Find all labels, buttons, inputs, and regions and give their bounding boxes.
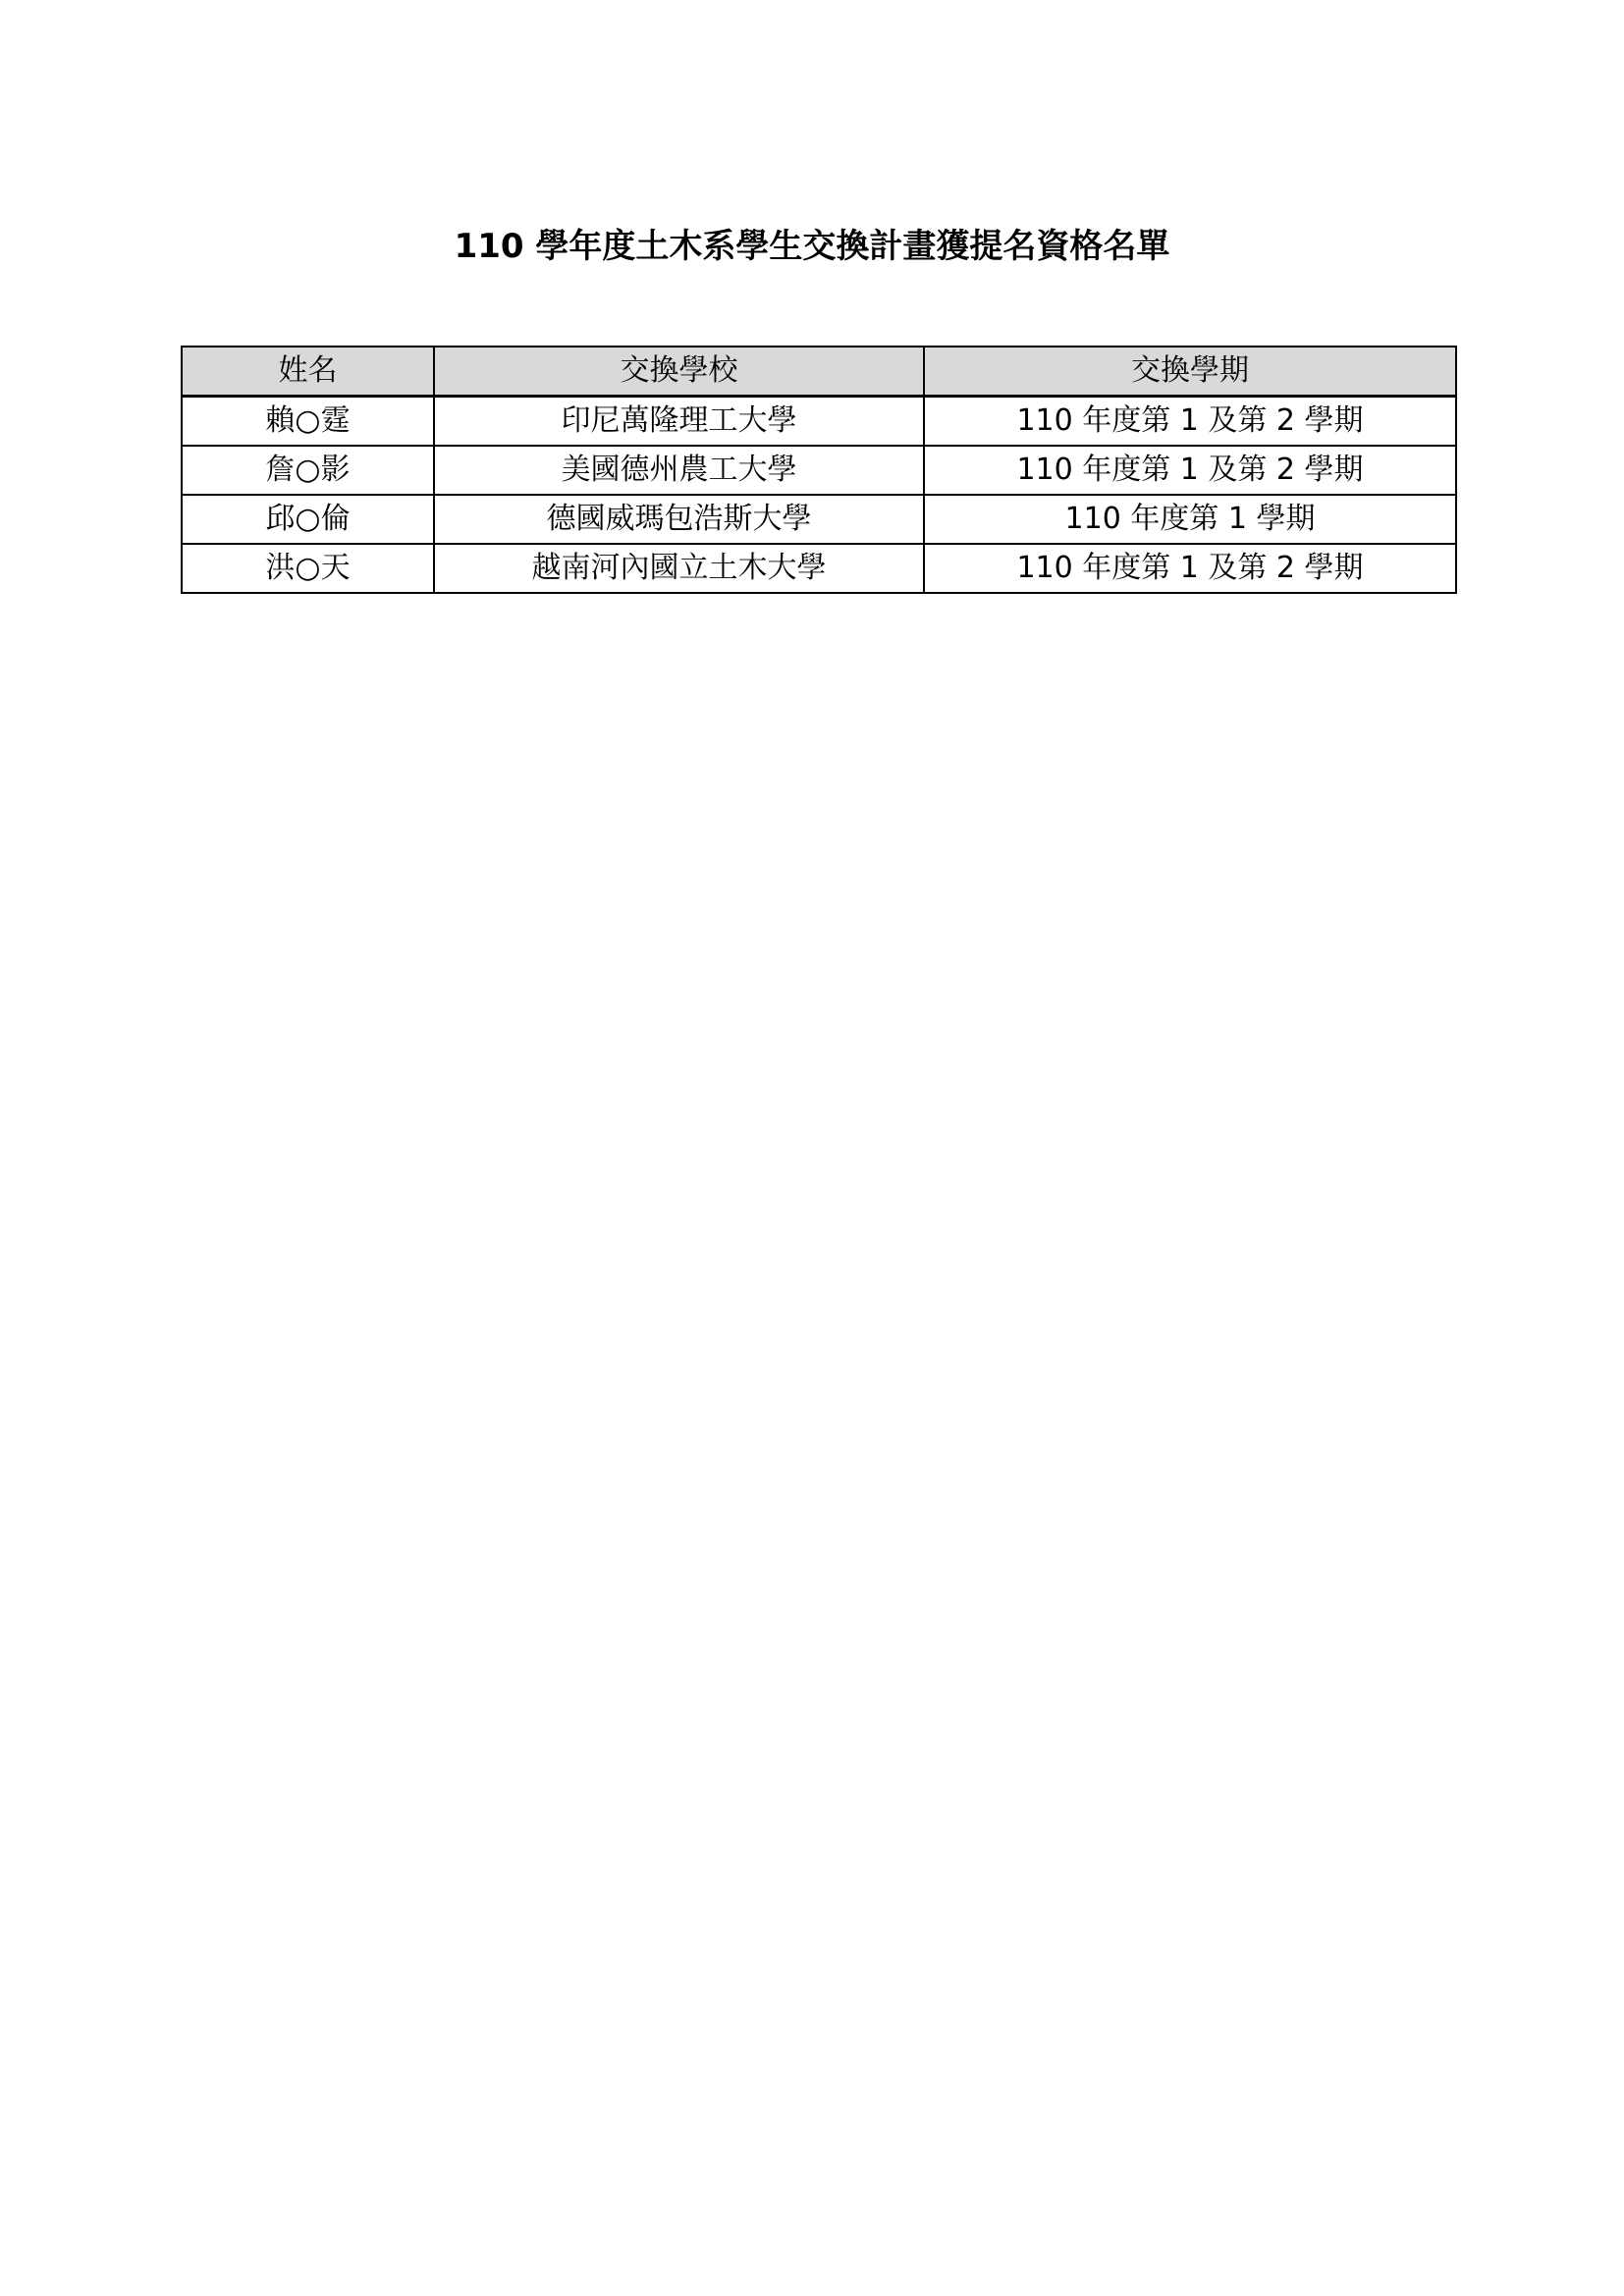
cell-school: 德國威瑪包浩斯大學 [434,495,924,544]
cell-name: 洪○天 [182,544,434,593]
table-row [182,446,1456,495]
cell-name: 詹○影 [182,446,434,495]
table-body [182,397,1456,594]
table-header [182,347,1456,397]
nominee-table [181,346,1457,594]
cell-name: 賴○霆 [182,397,434,447]
cell-term: 110 年度第 1 及第 2 學期 [924,397,1456,447]
column-header-school: 交換學校 [434,347,924,397]
cell-school: 美國德州農工大學 [434,446,924,495]
column-header-term: 交換學期 [924,347,1456,397]
cell-name: 邱○倫 [182,495,434,544]
table-row [182,544,1456,593]
cell-term: 110 年度第 1 及第 2 學期 [924,544,1456,593]
document-title: 110 學年度土木系學生交換計畫獲提名資格名單 [454,227,1170,266]
table-header-row [182,347,1456,397]
cell-term: 110 年度第 1 及第 2 學期 [924,446,1456,495]
table-row [182,495,1456,544]
table-row [182,397,1456,447]
cell-school: 越南河內國立土木大學 [434,544,924,593]
cell-term: 110 年度第 1 學期 [924,495,1456,544]
cell-school: 印尼萬隆理工大學 [434,397,924,447]
column-header-name: 姓名 [182,347,434,397]
